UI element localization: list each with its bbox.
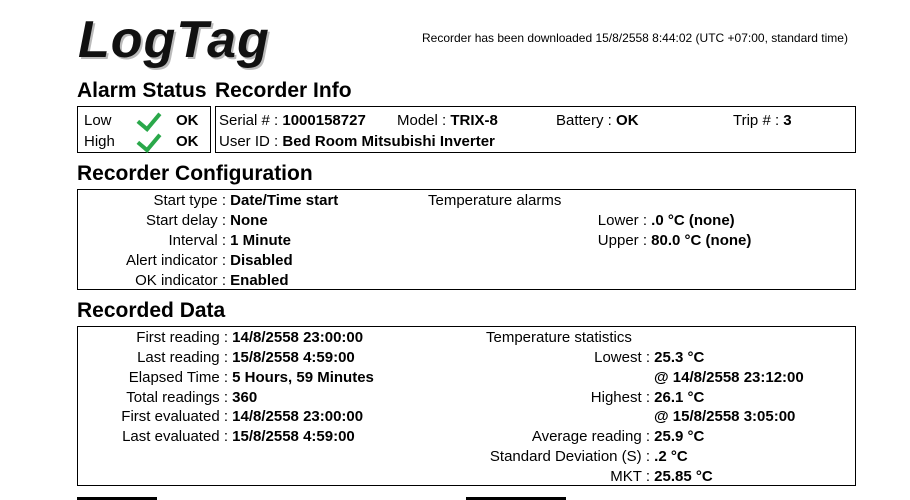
highest-label: Highest : (590, 389, 650, 406)
battery-field (556, 112, 639, 129)
mkt-value: 25.85 °C (654, 468, 713, 485)
last-evaluated-row (78, 428, 355, 445)
check-icon (137, 127, 162, 153)
trip-field (733, 112, 792, 129)
first-reading-row (78, 329, 363, 346)
elapsed-time-label: Elapsed Time : (128, 369, 228, 386)
average-row (428, 428, 704, 445)
logtag-logo: LogTag (78, 11, 270, 69)
first-evaluated-value: 14/8/2558 23:00:00 (232, 408, 364, 425)
total-readings-value: 360 (232, 389, 258, 406)
highest-value: 26.1 °C (654, 389, 705, 406)
userid-value: Bed Room Mitsubishi Inverter (282, 133, 495, 150)
start-type-value: Date/Time start (230, 192, 339, 209)
alarm-low-value: OK (176, 112, 199, 129)
last-reading-row (78, 349, 355, 366)
alert-indicator-label: Alert indicator : (125, 252, 226, 269)
lower-alarm-value: .0 °C (none) (651, 212, 735, 229)
trip-value: 3 (783, 112, 792, 129)
last-reading-label: Last reading : (137, 349, 228, 366)
serial-value: 1000158727 (282, 112, 366, 129)
std-dev-label: Standard Deviation (S) : (489, 448, 650, 465)
total-readings-label: Total readings : (126, 389, 228, 406)
model-value: TRIX-8 (450, 112, 498, 129)
alert-indicator-value: Disabled (230, 252, 293, 269)
serial-label: Serial # : (219, 112, 279, 129)
recorder-configuration-title: Recorder Configuration (77, 162, 313, 185)
alarm-high-label: High (84, 133, 115, 150)
alarm-status-box (77, 106, 211, 153)
upper-alarm-row (428, 232, 751, 249)
recorder-info-box (215, 106, 856, 153)
lower-alarm-label: Lower : (597, 212, 647, 229)
ok-indicator-label: OK indicator : (135, 272, 226, 289)
lowest-value: 25.3 °C (654, 349, 705, 366)
ok-indicator-value: Enabled (230, 272, 289, 289)
recorded-data-box (77, 326, 856, 486)
lowest-time: @ 14/8/2558 23:12:00 (654, 369, 804, 386)
recorder-configuration-box (77, 189, 856, 290)
last-evaluated-value: 15/8/2558 4:59:00 (232, 428, 355, 445)
lower-alarm-row (428, 212, 735, 229)
temperature-alarms-title: Temperature alarms (428, 192, 562, 209)
std-dev-row (428, 448, 688, 465)
battery-value: OK (616, 112, 639, 129)
elapsed-time-row (78, 369, 374, 386)
average-value: 25.9 °C (654, 428, 705, 445)
alarm-low-label: Low (84, 112, 112, 129)
first-reading-label: First reading : (136, 329, 228, 346)
upper-alarm-label: Upper : (597, 232, 647, 249)
start-type-row (78, 192, 338, 209)
std-dev-value: .2 °C (654, 448, 688, 465)
cutoff-heading-left (77, 494, 167, 500)
start-delay-label: Start delay : (145, 212, 226, 229)
start-delay-value: None (230, 212, 268, 229)
recorded-data-title: Recorded Data (77, 299, 226, 322)
highest-row (428, 389, 704, 406)
interval-row (78, 232, 291, 249)
mkt-row (428, 468, 713, 485)
first-evaluated-row (78, 408, 363, 425)
elapsed-time-value: 5 Hours, 59 Minutes (232, 369, 374, 386)
model-field (397, 112, 498, 129)
battery-label: Battery : (556, 112, 612, 129)
recorder-info-title: Recorder Info (215, 79, 352, 102)
cutoff-heading-right (466, 494, 576, 500)
alarm-status-title: Alarm Status (77, 79, 207, 102)
interval-label: Interval : (168, 232, 226, 249)
alert-indicator-row (78, 252, 293, 269)
alarm-high-value: OK (176, 133, 199, 150)
trip-label: Trip # : (733, 112, 780, 129)
last-reading-value: 15/8/2558 4:59:00 (232, 349, 355, 366)
download-info: Recorder has been downloaded 15/8/2558 8:44:02 (UTC +07:00, standard time) (422, 31, 848, 45)
lowest-label: Lowest : (594, 349, 650, 366)
model-label: Model : (397, 112, 447, 129)
first-reading-value: 14/8/2558 23:00:00 (232, 329, 364, 346)
highest-time: @ 15/8/2558 3:05:00 (654, 408, 796, 425)
start-type-label: Start type : (153, 192, 226, 209)
temperature-statistics-title: Temperature statistics (486, 329, 632, 346)
last-evaluated-label: Last evaluated : (122, 428, 228, 445)
ok-indicator-row (78, 272, 289, 289)
first-evaluated-label: First evaluated : (121, 408, 228, 425)
interval-value: 1 Minute (230, 232, 292, 249)
mkt-label: MKT : (610, 468, 650, 485)
userid-label: User ID : (219, 133, 279, 150)
start-delay-row (78, 212, 268, 229)
total-readings-row (78, 389, 257, 406)
serial-field (219, 112, 366, 129)
upper-alarm-value: 80.0 °C (none) (651, 232, 752, 249)
lowest-row (428, 349, 704, 366)
userid-field (219, 133, 495, 150)
average-label: Average reading : (531, 428, 650, 445)
